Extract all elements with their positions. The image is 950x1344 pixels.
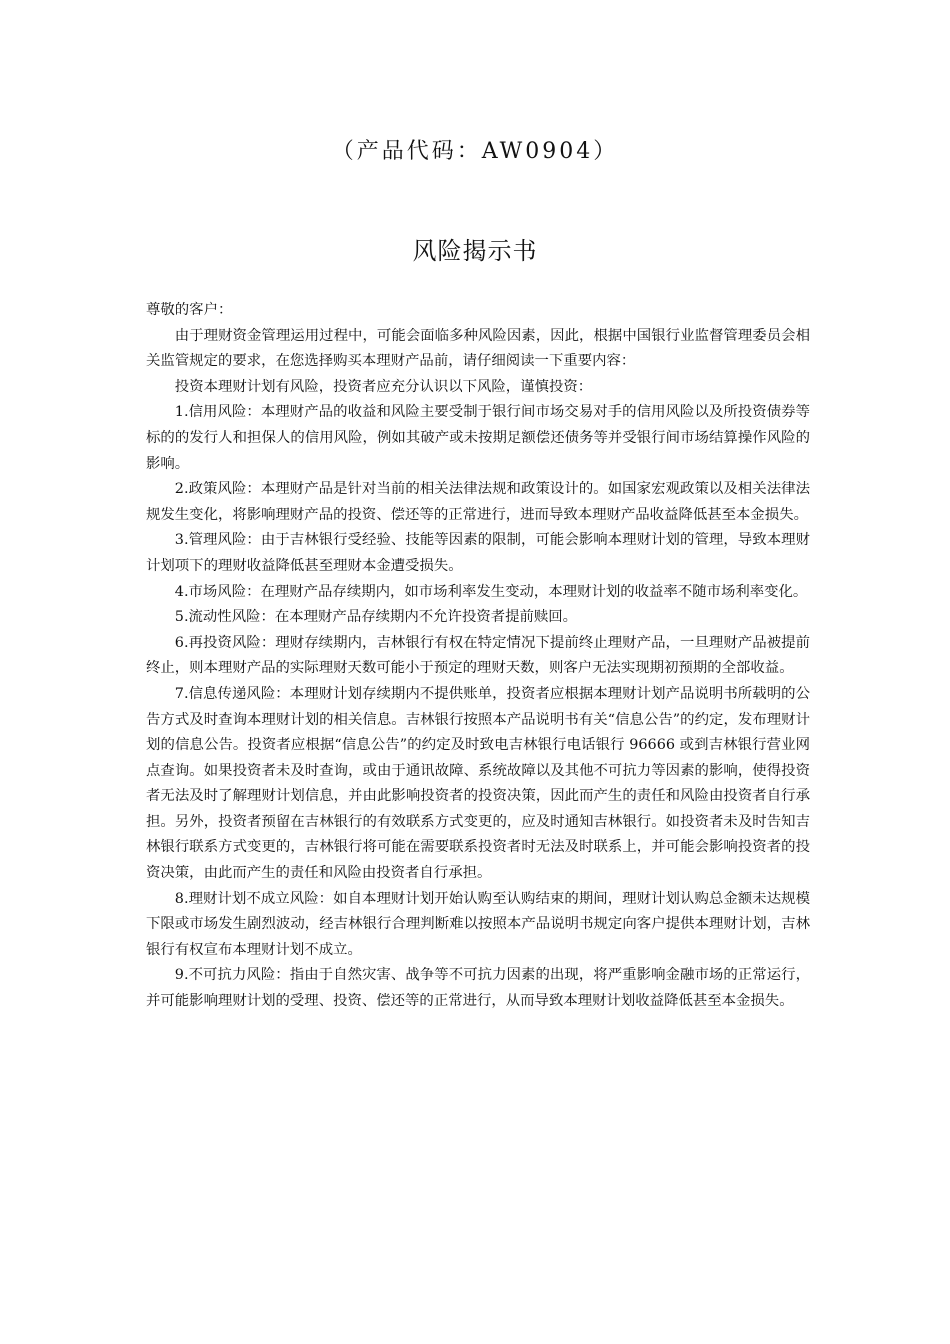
risk-item-policy: 2.政策风险：本理财产品是针对当前的相关法律法规和政策设计的。如国家宏观政策以及相关法律法规发生变化，将影响理财产品的投资、偿还等的正常进行，进而导致本理财产品收益降低甚至本金损失。 (146, 481, 810, 523)
risk-item-information: 7.信息传递风险：本理财计划存续期内不提供账单，投资者应根据本理财计划产品说明书所载明的公告方式及时查询本理财计划的相关信息。吉林银行按照本产品说明书有关“信息公告”的约定，发布理财计划的信息公告。投资者应根据“信息公告”的约定及时致电吉林银行电话银行 96666 或到吉林银行营业网点查询。如果投资者未及时查询，或由于通讯故障、系统故障以及其他不可抗力等因素的影响，使得投资者无法及时了解理财计划信息，并由此影响投资者的投资决策，因此而产生的责任和风险由投资者自行承担。另外，投资者预留在吉林银行的有效联系方式变更的，应及时通知吉林银行。如投资者未及时告知吉林银行联系方式变更的，吉林银行将可能在需要联系投资者时无法及时联系上，并可能会影响投资者的投资决策，由此而产生的责任和风险由投资者自行承担。 (146, 685, 810, 882)
risk-item-market: 4.市场风险：在理财产品存续期内，如市场利率发生变动，本理财计划的收益率不随市场利率变化。 (174, 583, 808, 600)
document-body (146, 298, 810, 1015)
risk-item-liquidity: 5.流动性风险：在本理财产品存续期内不允许投资者提前赎回。 (174, 609, 578, 626)
risk-item-non-establishment: 8.理财计划不成立风险：如自本理财计划开始认购至认购结束的期间，理财计划认购总金额未达规模下限或市场发生剧烈波动，经吉林银行合理判断难以按照本产品说明书规定向客户提供本理财计划，吉林银行有权宣布本理财计划不成立。 (146, 890, 810, 958)
product-code: （产品代码：AW0904） (331, 139, 619, 164)
page-title: 风险揭示书 (412, 237, 538, 265)
intro-paragraph: 由于理财资金管理运用过程中，可能会面临多种风险因素，因此，根据中国银行业监督管理委员会相关监管规定的要求，在您选择购买本理财产品前，请仔细阅读一下重要内容： (146, 327, 810, 370)
risk-item-management: 3.管理风险：由于吉林银行受经验、技能等因素的限制，可能会影响本理财计划的管理，导致本理财计划项下的理财收益降低甚至理财本金遭受损失。 (146, 532, 810, 574)
warning-paragraph: 投资本理财计划有风险，投资者应充分认识以下风险，谨慎投资： (174, 378, 593, 395)
salutation: 尊敬的客户： (146, 302, 233, 318)
risk-item-force-majeure: 9.不可抗力风险：指由于自然灾害、战争等不可抗力因素的出现，将严重影响金融市场的正常运行，并可能影响理财计划的受理、投资、偿还等的正常进行，从而导致本理财计划收益降低甚至本金损失。 (146, 967, 810, 1010)
risk-item-credit: 1.信用风险：本理财产品的收益和风险主要受制于银行间市场交易对手的信用风险以及所投资债券等标的的发行人和担保人的信用风险，例如其破产或未按期足额偿还债务等并受银行间市场结算操作风险的影响。 (146, 404, 810, 472)
risk-item-reinvestment: 6.再投资风险：理财存续期内，吉林银行有权在特定情况下提前终止理财产品，一旦理财产品被提前终止，则本理财产品的实际理财天数可能小于预定的理财天数，则客户无法实现期初预期的全部收益。 (146, 634, 810, 677)
